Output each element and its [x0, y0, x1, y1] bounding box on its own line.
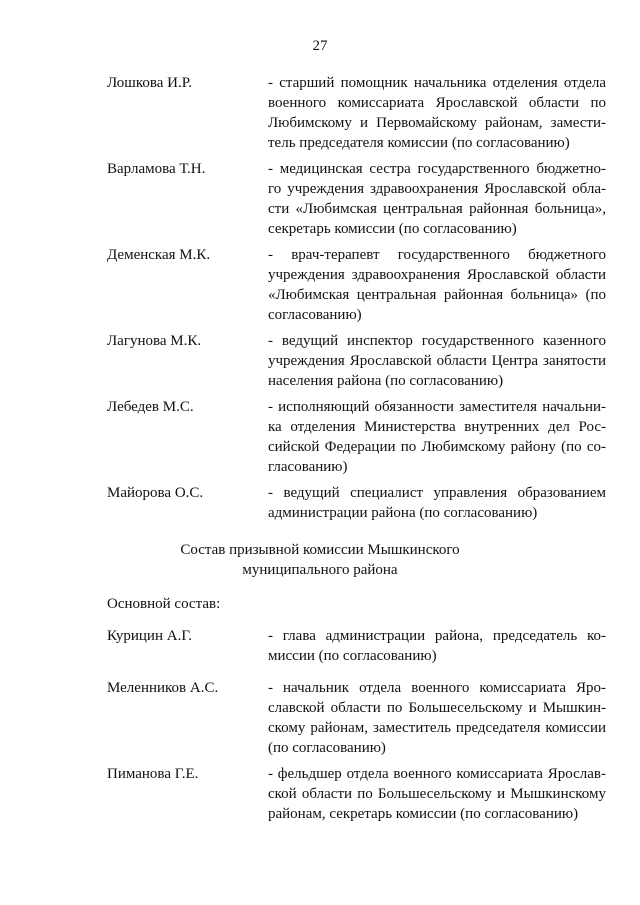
member-role-line: миссии (по согласованию): [268, 648, 437, 664]
member-role-line: скому районам, заместитель председателя комиссии: [268, 720, 606, 736]
member-role-line: ской области по Большесельскому и Мышкинскому: [268, 786, 606, 802]
member-role: [268, 159, 606, 239]
member-name: Курицин А.Г.: [107, 628, 193, 644]
member-name: Лебедев М.С.: [107, 399, 194, 415]
section-heading-line: муниципального района: [242, 562, 398, 578]
member-role-line: «Любимская центральная районная больница» (по: [268, 287, 606, 303]
member-role-line: славской области по Большесельскому и Мышкин-: [268, 700, 606, 716]
member-role-line: - глава администрации района, председатель ко-: [268, 628, 606, 644]
member-role-line: районам, секретарь комиссии (по согласованию): [268, 806, 579, 822]
member-role: [268, 678, 606, 758]
member-role-line: - врач-терапевт государственного бюджетного: [268, 247, 606, 263]
section-heading-line: Состав призывной комиссии Мышкинского: [180, 542, 460, 558]
member-role-line: - старший помощник начальника отделения отдела: [268, 75, 606, 91]
member-name: Варламова Т.Н.: [107, 161, 206, 177]
member-role: [268, 73, 606, 153]
member-role-line: населения района (по согласованию): [268, 373, 504, 389]
member-name: Майорова О.С.: [107, 485, 204, 501]
member-role-line: - медицинская сестра государственного бюджетно-: [268, 161, 606, 177]
member-name: Деменская М.К.: [107, 247, 211, 263]
member-role-line: учреждения Ярославской области Центра занятости: [268, 353, 606, 369]
composition-label: Основной состав:: [107, 596, 221, 612]
member-role-line: го учреждения здравоохранения Ярославской обла-: [268, 181, 606, 197]
member-role: [268, 397, 606, 477]
member-role-line: военного комиссариата Ярославской области по: [268, 95, 606, 111]
section-heading: [0, 540, 640, 580]
member-role-line: - исполняющий обязанности заместителя начальни-: [268, 399, 606, 415]
member-name: Лошкова И.Р.: [107, 75, 192, 91]
member-role-line: тель председателя комиссии (по согласованию): [268, 135, 570, 151]
member-role-line: администрации района (по согласованию): [268, 505, 538, 521]
member-role-line: сти «Любимская центральная районная больница»,: [268, 201, 606, 217]
member-role: [268, 483, 606, 523]
member-role-line: сийской Федерации по Любимскому району (по со-: [268, 439, 606, 455]
member-role-line: (по согласованию): [268, 740, 386, 756]
member-role-line: Любимскому и Первомайскому районам, замести-: [268, 115, 606, 131]
member-role-line: - ведущий специалист управления образованием: [268, 485, 606, 501]
member-role-line: секретарь комиссии (по согласованию): [268, 221, 517, 237]
member-name: Меленников А.С.: [107, 680, 219, 696]
member-role: [268, 245, 606, 325]
member-role-line: - ведущий инспектор государственного казенного: [268, 333, 606, 349]
member-role: [268, 331, 606, 391]
member-role-line: учреждения здравоохранения Ярославской области: [268, 267, 606, 283]
member-role-line: - начальник отдела военного комиссариата Яро-: [268, 680, 606, 696]
member-name: Лагунова М.К.: [107, 333, 202, 349]
member-role-line: согласованию): [268, 307, 362, 323]
member-role: [268, 764, 606, 824]
member-role-line: гласованию): [268, 459, 348, 475]
member-name: Пиманова Г.Е.: [107, 766, 199, 782]
member-role-line: ка отделения Министерства внутренних дел Рос-: [268, 419, 606, 435]
page-number: 27: [312, 38, 328, 54]
member-role-line: - фельдшер отдела военного комиссариата Ярослав-: [268, 766, 606, 782]
member-role: [268, 626, 606, 666]
